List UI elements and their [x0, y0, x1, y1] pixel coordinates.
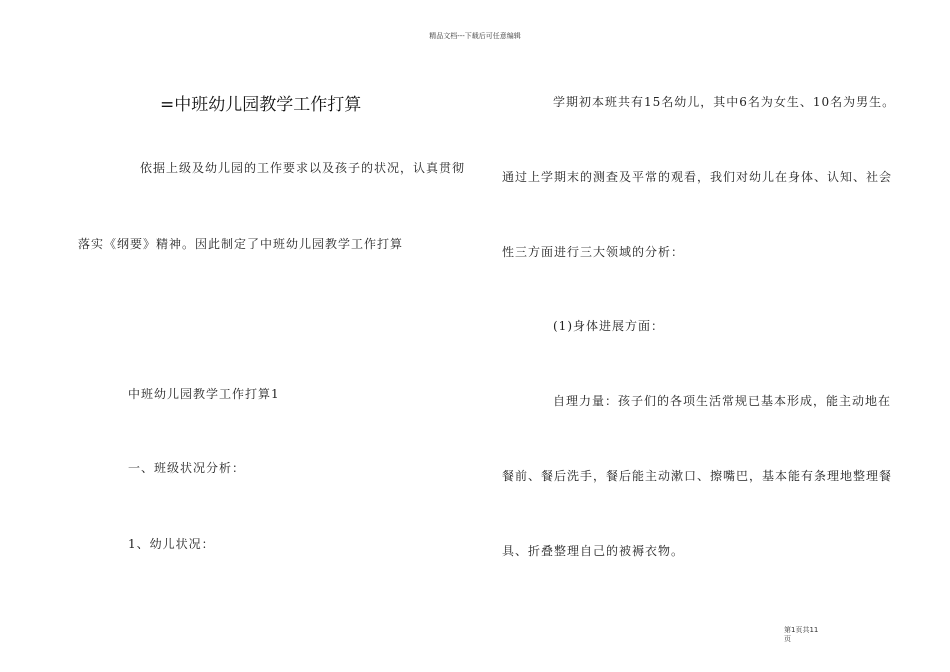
page-number-line-1: 第1页共11	[784, 626, 819, 634]
page-number-line-2: 页	[784, 635, 791, 643]
right-line-6: 餐前、餐后洗手，餐后能主动漱口、擦嘴巴，基本能有条理地整理餐	[502, 469, 893, 483]
page-header: 精品文档---下载后可任意编辑	[429, 32, 521, 40]
right-line-5: 自理力量：孩子们的各项生活常规已基本形成，能主动地在	[553, 394, 892, 408]
page-footer	[784, 626, 818, 644]
right-line-3: 性三方面进行三大领域的分析：	[502, 245, 685, 259]
document-title: =中班幼儿园教学工作打算	[160, 95, 362, 115]
plan-subtitle: 中班幼儿园教学工作打算1	[128, 387, 280, 401]
intro-line-1: 依据上级及幼儿园的工作要求以及孩子的状况，认真贯彻	[140, 161, 466, 175]
right-line-1: 学期初本班共有15名幼儿，其中6名为女生、10名为男生。	[553, 95, 896, 109]
intro-line-2: 落实《纲要》精神。因此制定了中班幼儿园教学工作打算	[78, 237, 404, 251]
section-heading-class-analysis: 一、班级状况分析：	[128, 461, 246, 475]
section-heading-children: 1、幼儿状况：	[128, 537, 215, 551]
right-line-7: 具、折叠整理自己的被褥衣物。	[502, 544, 685, 558]
right-line-2: 通过上学期末的测查及平常的观看，我们对幼儿在身体、认知、社会	[502, 170, 893, 184]
right-line-4: (1)身体进展方面：	[553, 319, 664, 333]
